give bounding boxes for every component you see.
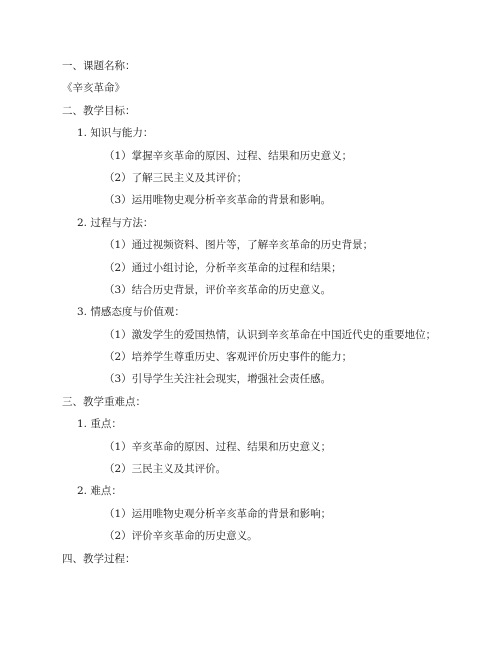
section-heading-topic: 一、课题名称：: [62, 60, 136, 72]
list-item: （1）运用唯物史观分析辛亥革命的背景和影响；: [104, 508, 332, 520]
section-heading-goals: 二、教学目标：: [62, 105, 136, 117]
section-heading-process: 四、教学过程：: [62, 553, 136, 565]
subheading-attitude: 3. 情感态度与价值观：: [77, 306, 185, 318]
list-item: （1）激发学生的爱国热情，认识到辛亥革命在中国近代史的重要地位；: [104, 329, 437, 341]
list-item: （1）掌握辛亥革命的原因、过程、结果和历史意义；: [104, 150, 353, 162]
list-item: （1）辛亥革命的原因、过程、结果和历史意义；: [104, 441, 332, 453]
list-item: （3）运用唯物史观分析辛亥革命的背景和影响。: [104, 194, 332, 206]
list-item: （2）三民主义及其评价。: [104, 463, 227, 475]
list-item: （3）结合历史背景，评价辛亥革命的历史意义。: [104, 284, 332, 296]
subheading-key: 1. 重点：: [77, 418, 122, 430]
section-heading-key-points: 三、教学重难点：: [62, 396, 146, 408]
list-item: （1）通过视频资料、图片等，了解辛亥革命的历史背景；: [104, 239, 374, 251]
list-item: （2）通过小组讨论，分析辛亥革命的过程和结果；: [104, 262, 342, 274]
lesson-title: 《辛亥革命》: [62, 82, 125, 94]
list-item: （2）培养学生尊重历史、客观评价历史事件的能力；: [104, 351, 353, 363]
subheading-process: 2. 过程与方法：: [77, 217, 154, 229]
list-item: （2）评价辛亥革命的历史意义。: [104, 530, 258, 542]
list-item: （3）引导学生关注社会现实，增强社会责任感。: [104, 373, 332, 385]
subheading-knowledge: 1. 知识与能力：: [77, 127, 154, 139]
list-item: （2）了解三民主义及其评价；: [104, 172, 248, 184]
subheading-difficult: 2. 难点：: [77, 485, 122, 497]
